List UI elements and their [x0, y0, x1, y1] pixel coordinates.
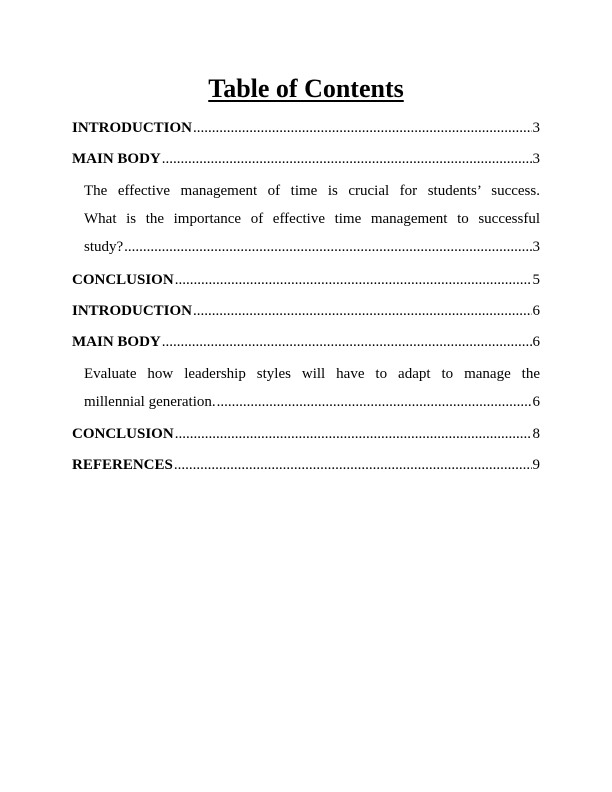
dot-leader — [175, 270, 532, 290]
toc-entry-label: MAIN BODY — [72, 334, 161, 350]
toc-subentry-line: study? — [84, 239, 124, 255]
toc-entry-main-body[interactable] — [72, 149, 540, 180]
dot-leader — [217, 388, 532, 416]
toc-subentry-line: The effective management of time is crucial for students’ success. — [84, 183, 540, 199]
toc-entry-introduction-2[interactable] — [72, 301, 540, 332]
toc-entry-page: 9 — [532, 457, 540, 473]
toc-subentry-line: What is the importance of effective time management to successful — [84, 211, 540, 227]
toc-entry-page: 6 — [532, 334, 540, 350]
toc-subentry-leadership-styles[interactable] — [72, 360, 540, 424]
toc-entry-label: MAIN BODY — [72, 151, 161, 167]
toc-list — [72, 118, 540, 486]
toc-entry-label: INTRODUCTION — [72, 303, 193, 319]
toc-entry-label: REFERENCES — [72, 457, 173, 473]
toc-title: Table of Contents — [208, 74, 404, 103]
toc-entry-page: 6 — [532, 394, 540, 410]
dot-leader — [124, 233, 531, 261]
dot-leader — [174, 455, 532, 475]
toc-entry-page: 3 — [532, 239, 540, 255]
toc-entry-conclusion-2[interactable] — [72, 424, 540, 455]
toc-entry-page: 5 — [532, 272, 540, 288]
dot-leader — [162, 332, 532, 352]
dot-leader — [193, 118, 531, 138]
toc-entry-page: 6 — [532, 303, 540, 319]
toc-subentry-time-management[interactable] — [72, 177, 540, 270]
dot-leader — [175, 424, 532, 444]
toc-entry-label: INTRODUCTION — [72, 120, 193, 136]
dot-leader — [162, 149, 532, 169]
toc-entry-page: 3 — [532, 120, 540, 136]
dot-leader — [193, 301, 531, 321]
toc-entry-label: CONCLUSION — [72, 272, 174, 288]
toc-entry-introduction[interactable] — [72, 118, 540, 149]
toc-entry-main-body-2[interactable] — [72, 332, 540, 363]
toc-entry-references[interactable] — [72, 455, 540, 486]
toc-subentry-line: Evaluate how leadership styles will have to adapt to manage the — [84, 366, 540, 382]
toc-entry-page: 3 — [532, 151, 540, 167]
toc-entry-conclusion[interactable] — [72, 270, 540, 301]
toc-subentry-line: millennial generation. — [84, 394, 216, 410]
toc-entry-page: 8 — [532, 426, 540, 442]
toc-entry-label: CONCLUSION — [72, 426, 174, 442]
